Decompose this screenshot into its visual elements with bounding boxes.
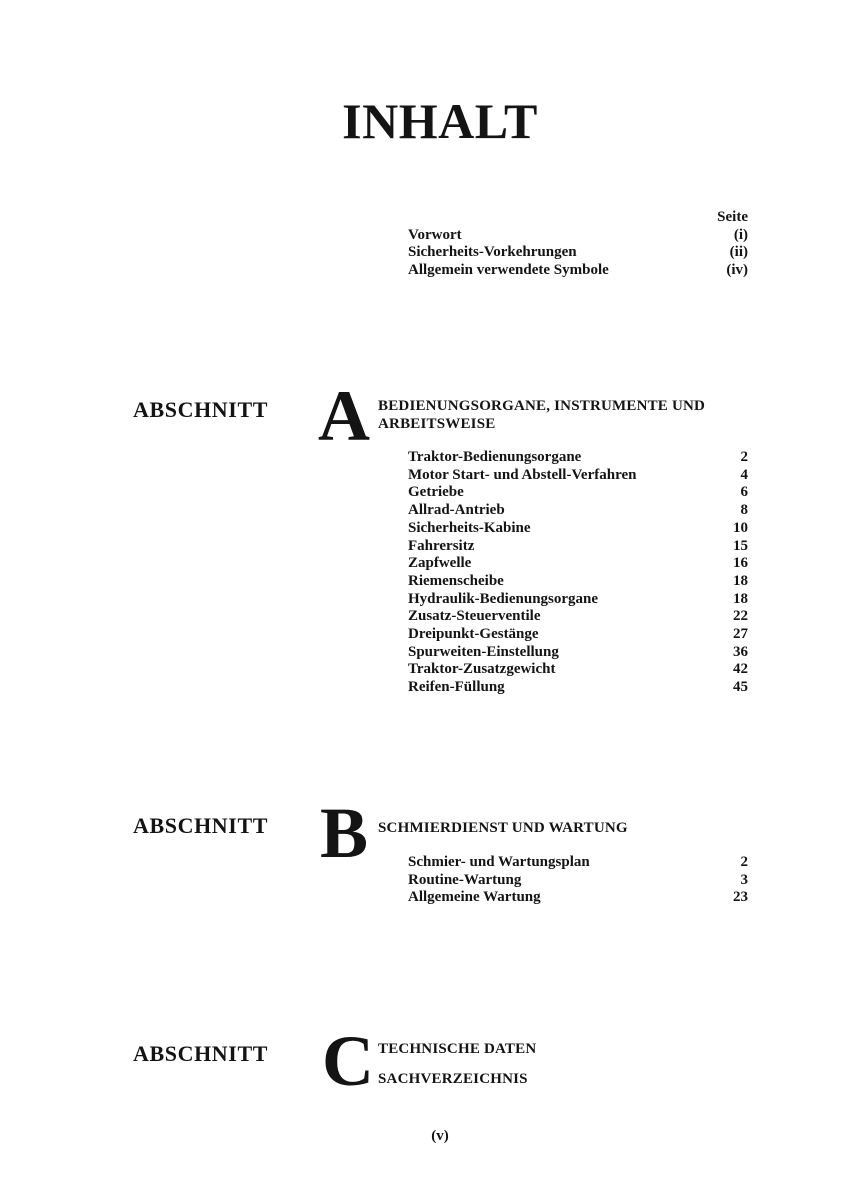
toc-row[interactable] [408, 502, 748, 520]
section-b-toc [408, 854, 748, 907]
toc-label: Reifen-Füllung [408, 679, 505, 696]
toc-label: Getriebe [408, 484, 464, 501]
toc-page: 27 [733, 626, 748, 643]
toc-row[interactable] [408, 555, 748, 573]
toc-label: Zusatz-Steuerventile [408, 608, 541, 625]
toc-row[interactable] [408, 467, 748, 485]
toc-row[interactable] [408, 644, 748, 662]
toc-row[interactable] [408, 889, 748, 907]
toc-page: (iv) [726, 262, 748, 279]
toc-row[interactable] [408, 626, 748, 644]
toc-label: Dreipunkt-Gestänge [408, 626, 539, 643]
toc-label: Riemenscheibe [408, 572, 504, 589]
toc-label: Allrad-Antrieb [408, 502, 505, 519]
toc-row[interactable] [408, 449, 748, 467]
toc-row[interactable] [408, 227, 748, 245]
toc-label: Motor Start- und Abstell-Verfahren [408, 466, 637, 483]
section-b-label: ABSCHNITT [133, 813, 268, 838]
page-title: INHALT [342, 93, 538, 149]
intro-toc [408, 209, 748, 280]
section-a-letter: A [318, 376, 370, 456]
toc-page: 15 [733, 537, 748, 554]
toc-row[interactable] [408, 679, 748, 697]
page-number: (v) [431, 1128, 449, 1144]
toc-page: 23 [733, 889, 748, 906]
toc-label: Sicherheits-Vorkehrungen [408, 244, 577, 261]
toc-row[interactable] [408, 591, 748, 609]
toc-label: Spurweiten-Einstellung [408, 643, 559, 660]
toc-label: Allgemeine Wartung [408, 889, 541, 906]
toc-row[interactable] [408, 573, 748, 591]
toc-page: 18 [733, 572, 748, 589]
section-c-letter: C [322, 1021, 374, 1101]
toc-label: Sicherheits-Kabine [408, 519, 531, 536]
toc-row[interactable] [408, 484, 748, 502]
toc-page: 22 [733, 608, 748, 625]
toc-row[interactable] [408, 661, 748, 679]
toc-row[interactable] [408, 608, 748, 626]
toc-page: 6 [740, 484, 748, 501]
toc-label: Routine-Wartung [408, 871, 522, 888]
toc-page: 2 [740, 854, 748, 870]
section-c-heading: TECHNISCHE DATEN SACHVERZEICHNIS [378, 1041, 537, 1087]
toc-page: 2 [740, 449, 748, 465]
toc-label: Hydraulik-Bedienungsorgane [408, 590, 599, 607]
toc-page: 18 [733, 590, 748, 607]
toc-row[interactable] [408, 538, 748, 556]
toc-page: 8 [740, 502, 748, 519]
toc-row[interactable] [408, 520, 748, 538]
toc-page: 42 [733, 661, 748, 678]
toc-label: Vorwort [408, 226, 462, 243]
toc-row[interactable] [408, 872, 748, 890]
toc-label: Traktor-Zusatzgewicht [408, 661, 556, 678]
toc-page: 3 [740, 871, 748, 888]
page-column-header: Seite [717, 209, 748, 225]
toc-row[interactable] [408, 262, 748, 280]
section-c-label: ABSCHNITT [133, 1041, 268, 1066]
toc-label: Allgemein verwendete Symbole [408, 262, 609, 279]
toc-label: Traktor-Bedienungsorgane [408, 449, 582, 465]
toc-label: Fahrersitz [408, 537, 475, 554]
toc-page: (i) [733, 226, 748, 243]
toc-page: 4 [740, 466, 748, 483]
toc-row[interactable] [408, 244, 748, 262]
toc-page: 10 [733, 519, 748, 536]
toc-page: 16 [733, 555, 748, 572]
toc-page: 36 [733, 643, 748, 660]
section-b-heading: SCHMIERDIENST UND WARTUNG [378, 820, 628, 836]
toc-label: Schmier- und Wartungsplan [408, 854, 590, 870]
toc-page: (ii) [729, 244, 748, 261]
toc-label: Zapfwelle [408, 555, 472, 572]
toc-row[interactable] [408, 854, 748, 872]
section-b-letter: B [320, 793, 369, 873]
section-a-label: ABSCHNITT [133, 397, 268, 422]
section-a-heading: BEDIENUNGSORGANE, INSTRUMENTE UND ARBEITSWEISE [378, 398, 706, 432]
section-a-toc [408, 449, 748, 697]
toc-page: 45 [733, 679, 748, 696]
